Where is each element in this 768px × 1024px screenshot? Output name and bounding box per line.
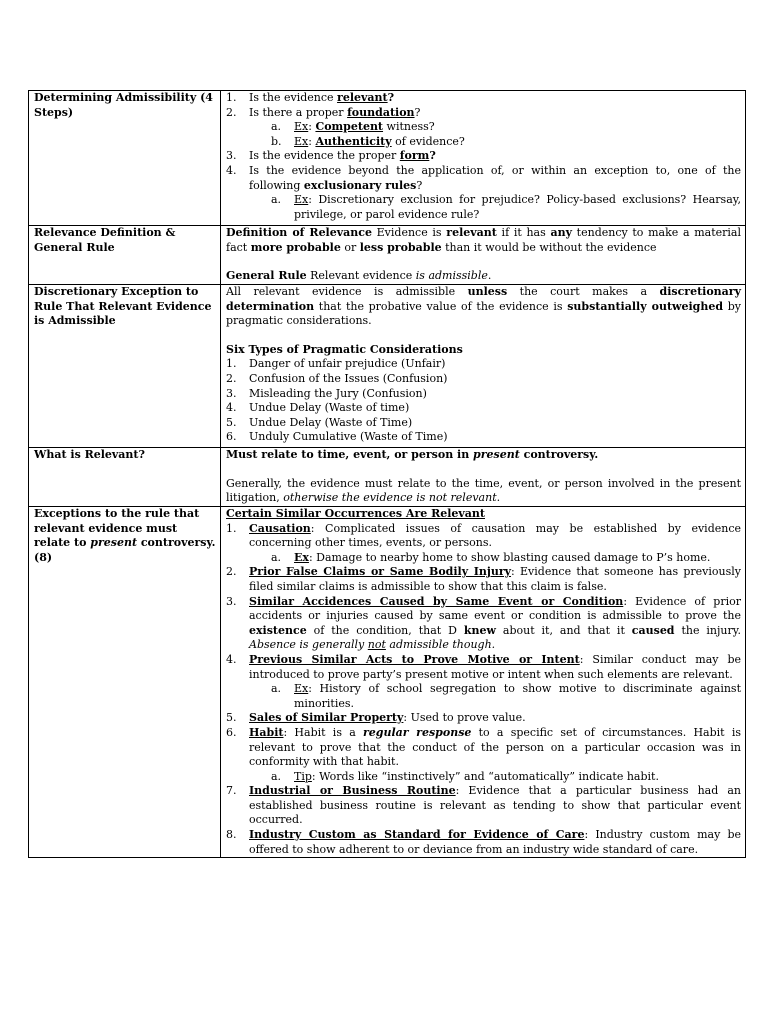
list-item: 2. Is there a proper foundation? <box>226 105 421 119</box>
list-item: 3. Misleading the Jury (Confusion) <box>226 386 427 400</box>
table-row <box>29 285 746 448</box>
table-row <box>29 226 746 285</box>
row-content <box>221 285 746 448</box>
discretionary-paragraph: All relevant evidence is admissible unless the court makes a discretionary determination that the probative value of the evidence is substantially outweighed by pragmatic considerations. <box>226 285 741 328</box>
outline-table <box>28 90 746 858</box>
list-subitem: a. Ex: Discretionary exclusion for prejudice? Policy-based exclusions? Hearsay, privilege, or parol evidence rule? <box>271 193 741 221</box>
table-row <box>29 507 746 858</box>
list-item: 2. Prior False Claims or Same Bodily Injury: Evidence that someone has previously filed similar claims is admissible to show that this claim is false. <box>226 565 741 593</box>
relevance-heading: Must relate to time, event, or person in present controversy. <box>226 448 599 461</box>
list-subitem: a. Ex: Damage to nearby home to show blasting caused damage to P’s home. <box>271 550 711 564</box>
relevance-definition: Definition of Relevance Evidence is relevant if it has any tendency to make a material fact more probable or less probable than it would be without the evidence <box>226 226 742 254</box>
row-label: Exceptions to the rule that relevant evidence must relate to present controversy. (8) <box>29 507 221 858</box>
row-content <box>221 507 746 858</box>
row-label: What is Relevant? <box>29 448 221 507</box>
table-row <box>29 448 746 507</box>
relevance-paragraph: Generally, the evidence must relate to the time, event, or person involved in the present litigation, otherwise the evidence is not relevant. <box>226 476 741 505</box>
table-row <box>29 91 746 226</box>
section-heading: Certain Similar Occurrences Are Relevant <box>226 507 485 520</box>
list-subitem: a. Ex: History of school segregation to show motive to discriminate against minorities. <box>271 682 741 710</box>
list-item: 6. Habit: Habit is a regular response to a specific set of circumstances. Habit is relevant to prove that the conduct of the person on a particular occasion was in conformity with that habit. <box>226 725 741 769</box>
list-subitem: b. Ex: Authenticity of evidence? <box>271 134 465 148</box>
list-item: 4. Undue Delay (Waste of time) <box>226 401 410 415</box>
list-item: 1. Causation: Complicated issues of causation may be established by evidence concerning other times, events, or persons. <box>226 521 741 550</box>
list-item: 5. Undue Delay (Waste of Time) <box>226 415 413 429</box>
list-item: 1. Danger of unfair prejudice (Unfair) <box>226 357 446 371</box>
row-content <box>221 448 746 507</box>
list-item: 3. Similar Accidences Caused by Same Event or Condition: Evidence of prior accidents or injuries caused by same event or condition is admissible to prove the existence of the condition, that D knew about it, and that it caused the injury. Absence is generally not admissible though. <box>226 594 741 652</box>
list-item: 2. Confusion of the Issues (Confusion) <box>226 371 448 385</box>
general-rule: General Rule Relevant evidence is admissible. <box>226 269 492 283</box>
row-label: Relevance Definition & General Rule <box>29 226 221 285</box>
row-content <box>221 91 746 226</box>
row-label: Discretionary Exception to Rule That Relevant Evidence is Admissible <box>29 285 221 448</box>
list-item: 4. Is the evidence beyond the application of, or within an exception to, one of the following exclusionary rules? <box>226 163 741 192</box>
list-item: 7. Industrial or Business Routine: Evidence that a particular business had an established business routine is relevant as tending to show that particular event occurred. <box>226 784 741 827</box>
list-item: 1. Is the evidence relevant? <box>226 91 395 104</box>
list-item: 3. Is the evidence the proper form? <box>226 149 436 163</box>
row-label: Determining Admissibility (4 Steps) <box>29 91 221 226</box>
list-item: 4. Previous Similar Acts to Prove Motive or Intent: Similar conduct may be introduced to prove party’s present motive or intent when such elements are relevant. <box>226 652 742 681</box>
list-item: 8. Industry Custom as Standard for Evidence of Care: Industry custom may be offered to show adherent to or deviance from an industry wide standard of care. <box>226 828 741 856</box>
row-content <box>221 226 746 285</box>
list-subitem: a. Tip: Words like “instinctively” and “automatically” indicate habit. <box>271 769 659 783</box>
list-heading: Six Types of Pragmatic Considerations <box>226 342 463 356</box>
list-subitem: a. Ex: Competent witness? <box>271 120 435 134</box>
list-item: 5. Sales of Similar Property: Used to prove value. <box>226 711 526 725</box>
list-item: 6. Unduly Cumulative (Waste of Time) <box>226 430 448 444</box>
